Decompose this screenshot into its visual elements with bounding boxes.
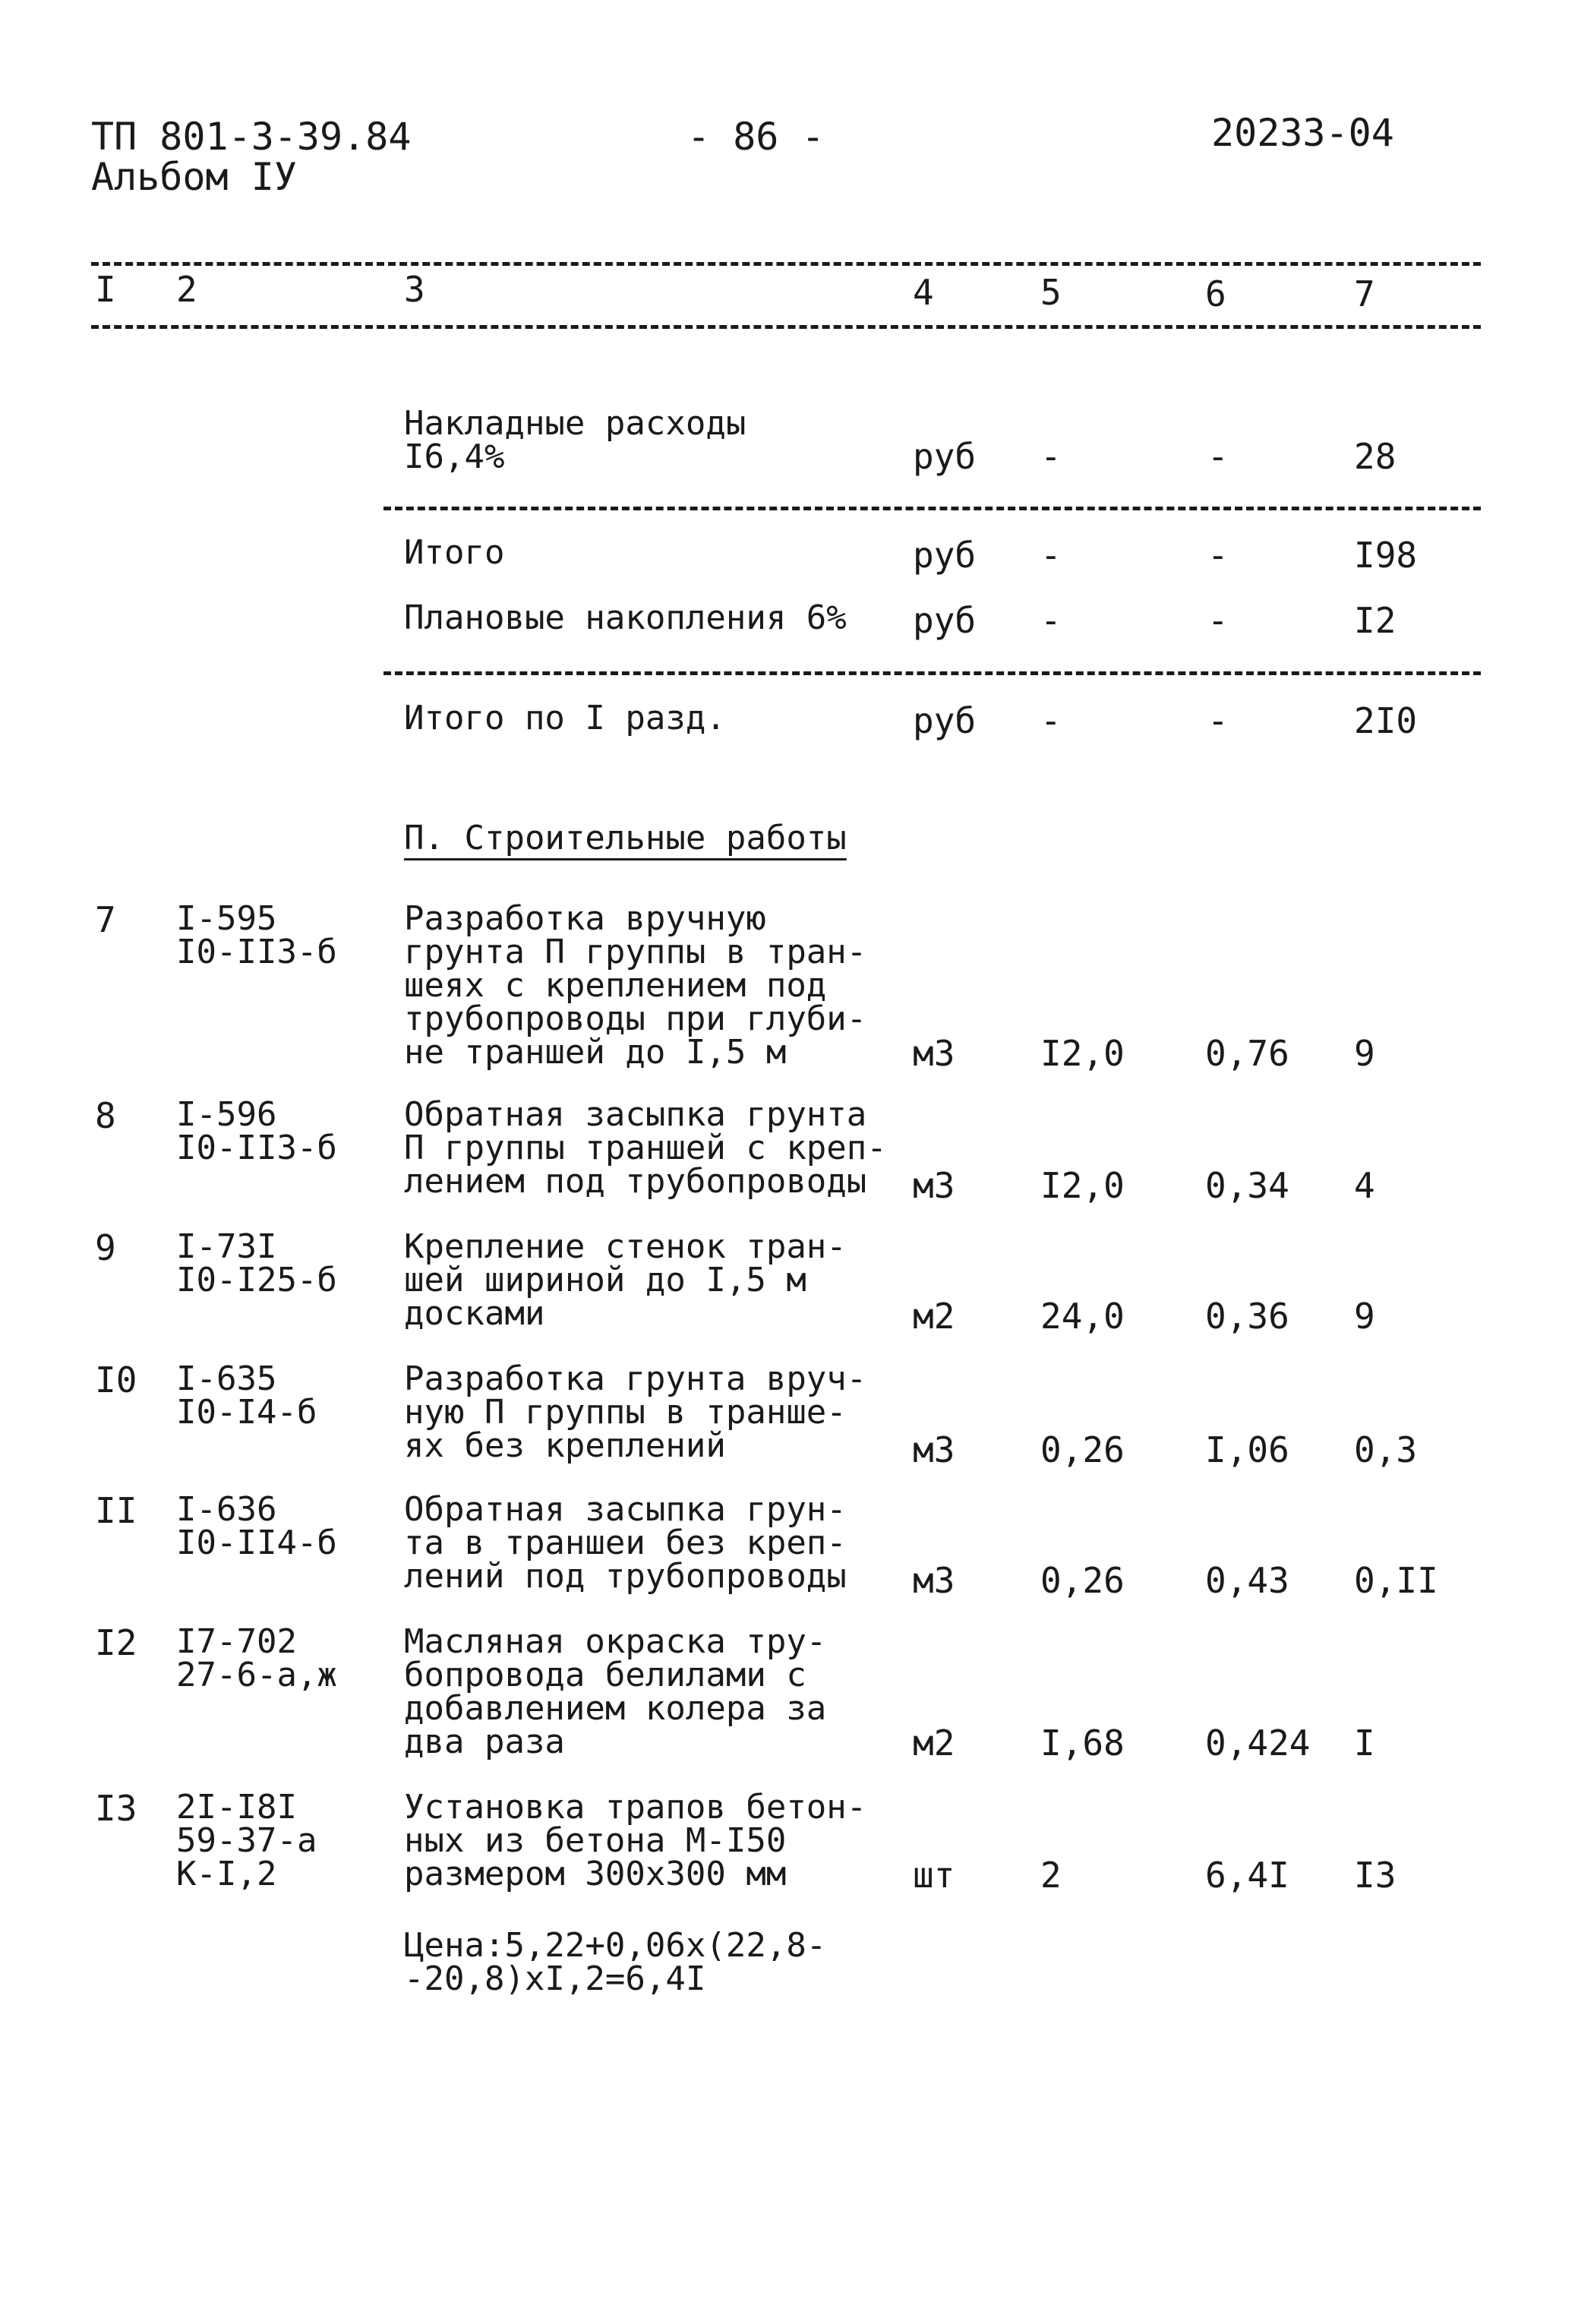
row-9-unit: м2 bbox=[913, 1296, 955, 1337]
column-number-3: 3 bbox=[404, 269, 425, 310]
summary-overhead-unit: руб bbox=[913, 436, 977, 477]
summary-section-total-label: Итого по I разд. bbox=[404, 699, 726, 737]
row-10-price: I,06 bbox=[1205, 1429, 1289, 1470]
summary-divider-1 bbox=[383, 507, 1481, 510]
row-7-price: 0,76 bbox=[1205, 1033, 1289, 1074]
row-9-number: 9 bbox=[95, 1227, 116, 1268]
row-11-description: Обратная засыпка грун- та в траншеи без креп- лений под трубопроводы bbox=[404, 1490, 847, 1596]
row-12-total: I bbox=[1354, 1722, 1375, 1764]
row-13-total: I3 bbox=[1354, 1855, 1397, 1896]
row-8-price: 0,34 bbox=[1205, 1165, 1289, 1206]
header-divider-top bbox=[91, 262, 1481, 266]
column-number-1: I bbox=[95, 269, 116, 310]
row-7-qty: I2,0 bbox=[1040, 1033, 1125, 1074]
summary-section-total-price: - bbox=[1207, 700, 1229, 741]
row-7-number: 7 bbox=[95, 899, 116, 940]
summary-overhead-label: Накладные расходы I6,4% bbox=[404, 404, 746, 476]
column-number-7: 7 bbox=[1354, 273, 1375, 314]
row-12-qty: I,68 bbox=[1040, 1722, 1125, 1764]
column-number-2: 2 bbox=[176, 269, 197, 310]
column-number-4: 4 bbox=[913, 272, 934, 313]
row-8-total: 4 bbox=[1354, 1165, 1375, 1206]
row-13-description: Установка трапов бетон- ных из бетона М-I50 размером 300х300 мм bbox=[404, 1788, 867, 1893]
row-10-code: I-635 I0-I4-б bbox=[176, 1359, 317, 1432]
page-number: - 86 - bbox=[687, 115, 825, 159]
row-12-unit: м2 bbox=[913, 1722, 955, 1764]
summary-overhead-total: 28 bbox=[1354, 436, 1397, 477]
row-9-price: 0,36 bbox=[1205, 1296, 1289, 1337]
summary-section-total-total: 2I0 bbox=[1354, 700, 1418, 741]
row-9-code: I-73I I0-I25-б bbox=[176, 1227, 337, 1299]
row-12-code: I7-702 27-6-а,ж bbox=[176, 1622, 337, 1694]
row-13-code: 2I-I8I 59-37-а К-I,2 bbox=[176, 1788, 317, 1893]
row-11-code: I-636 I0-II4-б bbox=[176, 1490, 337, 1562]
sheet-code: 20233-04 bbox=[1211, 111, 1394, 155]
summary-overhead-price: - bbox=[1207, 436, 1229, 477]
row-9-qty: 24,0 bbox=[1040, 1296, 1125, 1337]
row-11-price: 0,43 bbox=[1205, 1560, 1289, 1601]
price-calculation-note: Цена:5,22+0,06х(22,8- -20,8)хI,2=6,4I bbox=[404, 1926, 827, 1998]
row-9-description: Крепление стенок тран- шей шириной до I,5 м досками bbox=[404, 1227, 847, 1333]
summary-subtotal-price: - bbox=[1207, 535, 1229, 576]
column-number-6: 6 bbox=[1205, 273, 1226, 314]
row-10-total: 0,3 bbox=[1354, 1429, 1418, 1470]
row-11-unit: м3 bbox=[913, 1560, 955, 1601]
summary-subtotal-total: I98 bbox=[1354, 535, 1418, 576]
row-8-code: I-596 I0-II3-б bbox=[176, 1095, 337, 1167]
summary-subtotal-label: Итого bbox=[404, 533, 505, 572]
row-7-description: Разработка вручную грунта П группы в тран- шеях с креплением под трубопроводы при глуби- не траншей до I,5 м bbox=[404, 899, 867, 1072]
row-8-qty: I2,0 bbox=[1040, 1165, 1125, 1206]
summary-planned-savings-price: - bbox=[1207, 600, 1229, 641]
row-12-description: Масляная окраска тру- бопровода белилами с добавлением колера за два раза bbox=[404, 1622, 827, 1761]
summary-subtotal-qty: - bbox=[1040, 535, 1062, 576]
row-7-code: I-595 I0-II3-б bbox=[176, 899, 337, 971]
row-11-total: 0,II bbox=[1354, 1560, 1438, 1601]
header-divider-bottom bbox=[91, 325, 1481, 329]
row-13-price: 6,4I bbox=[1205, 1855, 1289, 1896]
row-13-number: I3 bbox=[95, 1788, 137, 1829]
column-number-5: 5 bbox=[1040, 272, 1062, 313]
row-13-unit: шт bbox=[913, 1855, 955, 1896]
summary-planned-savings-qty: - bbox=[1040, 600, 1062, 641]
section-heading: П. Строительные работы bbox=[404, 819, 847, 857]
row-9-total: 9 bbox=[1354, 1296, 1375, 1337]
row-10-number: I0 bbox=[95, 1359, 137, 1400]
summary-planned-savings-total: I2 bbox=[1354, 600, 1397, 641]
summary-planned-savings-unit: руб bbox=[913, 600, 977, 641]
summary-section-total-unit: руб bbox=[913, 700, 977, 741]
summary-section-total-qty: - bbox=[1040, 700, 1062, 741]
row-10-unit: м3 bbox=[913, 1429, 955, 1470]
summary-overhead-qty: - bbox=[1040, 436, 1062, 477]
row-12-price: 0,424 bbox=[1205, 1722, 1311, 1764]
row-8-description: Обратная засыпка грунта П группы траншей с креп- лением под трубопроводы bbox=[404, 1095, 887, 1201]
row-7-total: 9 bbox=[1354, 1033, 1375, 1074]
document-code: ТП 801-3-39.84 bbox=[91, 115, 412, 159]
row-10-description: Разработка грунта вруч- ную П группы в транше- ях без креплений bbox=[404, 1359, 867, 1465]
summary-divider-2 bbox=[383, 671, 1481, 675]
row-8-number: 8 bbox=[95, 1095, 116, 1136]
summary-planned-savings-label: Плановые накопления 6% bbox=[404, 598, 847, 637]
row-11-qty: 0,26 bbox=[1040, 1560, 1125, 1601]
row-11-number: II bbox=[95, 1490, 137, 1531]
row-8-unit: м3 bbox=[913, 1165, 955, 1206]
row-13-qty: 2 bbox=[1040, 1855, 1062, 1896]
summary-subtotal-unit: руб bbox=[913, 535, 977, 576]
album-label: Альбом IУ bbox=[91, 155, 297, 199]
row-10-qty: 0,26 bbox=[1040, 1429, 1125, 1470]
row-7-unit: м3 bbox=[913, 1033, 955, 1074]
row-12-number: I2 bbox=[95, 1622, 137, 1663]
